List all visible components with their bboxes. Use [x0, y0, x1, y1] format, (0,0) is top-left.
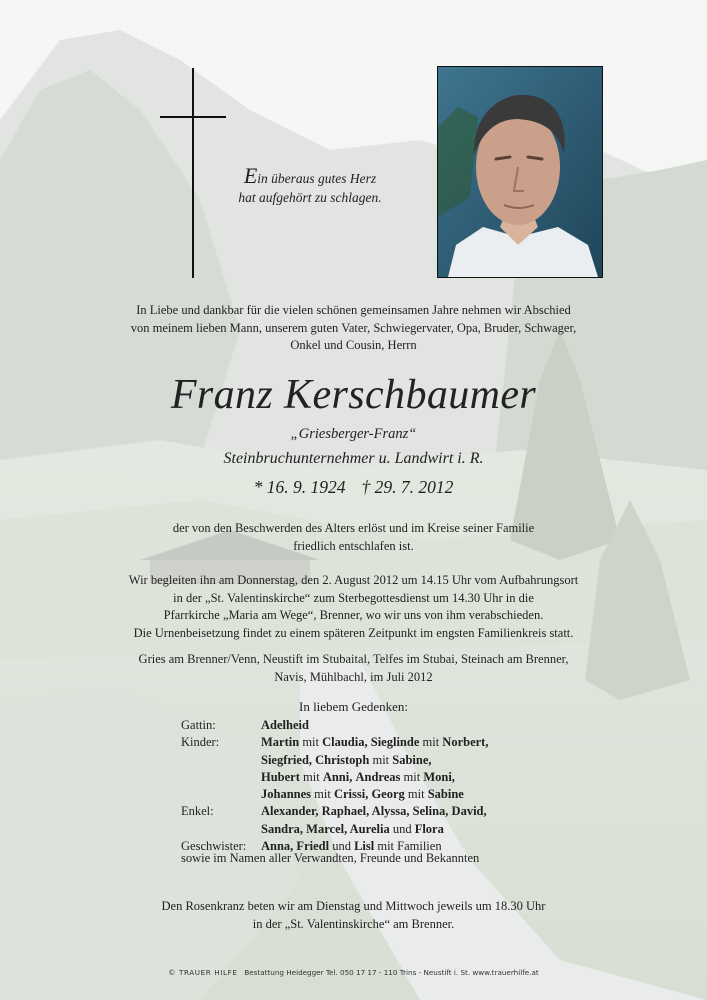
passing-line-1: der von den Beschwerden des Alters erlöst und im Kreise seiner Familie [172, 521, 535, 535]
ceremony-line-3: Pfarrkirche „Maria am Wege“, Brenner, wo wir uns von ihm verabschieden. [163, 608, 544, 622]
rosary-text [60, 897, 647, 933]
ceremony-line-4: Die Urnenbeisetzung findet zu einem späteren Zeitpunkt im engsten Familienkreis statt. [133, 625, 574, 640]
passing-text [100, 520, 607, 555]
places-line-1: Gries am Brenner/Venn, Neustift im Stubaital, Telfes im Stubai, Steinach am Brenner, [138, 652, 569, 666]
family-connector: und [332, 839, 351, 854]
footer-details: Bestattung Heidegger Tel. 050 17 17 - 110 Trins - Neustift i. St. www.trauerhilfe.at [244, 968, 539, 977]
family-name: Sabine [427, 787, 464, 802]
closing-line: sowie im Namen aller Verwandten, Freunde und Bekannten [181, 851, 480, 865]
family-name: Anna, Friedl [261, 839, 330, 854]
intro-line-2: von meinem lieben Mann, unserem guten Vater, Schwiegervater, Opa, Bruder, Schwager, [130, 320, 577, 335]
family-connector: mit [403, 769, 421, 784]
family-connector: und [392, 821, 412, 836]
family-row-grandchildren [181, 803, 611, 820]
family-name: Siegfried, Christoph [261, 752, 370, 767]
deceased-name: Franz Kerschbaumer [170, 372, 537, 418]
memory-heading: In liebem Gedenken: [298, 699, 408, 714]
rosary-line-2: in der „St. Valentinskirche“ am Brenner. [252, 917, 455, 931]
family-list [181, 717, 611, 855]
footer-brand: © TRAUER HILFE [168, 968, 238, 977]
family-label: Geschwister: [181, 839, 247, 854]
family-connector: mit Familien [377, 839, 442, 854]
ceremony-line-1: Wir begleiten ihn am Donnerstag, den 2. August 2012 um 14.15 Uhr vom Aufbahrungsort [128, 573, 579, 587]
passing-line-2: friedlich entschlafen ist. [293, 538, 414, 553]
family-name: Andreas [355, 769, 401, 784]
family-row-grandchildren [181, 821, 611, 838]
family-row-children [181, 752, 611, 769]
family-connector: mit [302, 735, 319, 750]
family-name: Moni, [423, 769, 455, 784]
rosary-line-1: Den Rosenkranz beten wir am Dienstag und Mittwoch jeweils um 18.30 Uhr [161, 899, 546, 913]
family-label: Gattin: [181, 718, 216, 732]
family-name: Lisl [354, 839, 375, 854]
motto-initial: E [243, 163, 258, 188]
family-name: Martin [261, 735, 300, 750]
intro-line-3: Onkel und Cousin, Herrn [290, 338, 417, 352]
motto-line-2: hat aufgehört zu schlagen. [238, 190, 382, 205]
family-label: Kinder: [181, 735, 220, 750]
family-row-children [181, 769, 611, 786]
motto-line-1: in überaus gutes Herz [257, 171, 377, 186]
family-name: Sabine, [392, 752, 432, 767]
deceased-occupation: Steinbruchunternehmer u. Landwirt i. R. [223, 450, 484, 467]
family-row-children [181, 734, 611, 751]
cross-icon [160, 68, 226, 278]
family-name: Johannes [261, 787, 312, 802]
places-line-2: Navis, Mühlbachl, im Juli 2012 [274, 669, 433, 684]
motto [220, 163, 400, 207]
family-name: Georg [371, 787, 405, 802]
family-name: Crissi, [333, 787, 369, 802]
intro-text [100, 302, 607, 355]
family-connector: mit [407, 787, 425, 802]
family-name: Hubert [261, 769, 300, 784]
family-name: Anni, [322, 769, 353, 784]
family-row-children [181, 786, 611, 803]
footer [40, 968, 667, 978]
places-text [60, 651, 647, 686]
family-name: Flora [414, 821, 444, 836]
family-name: Claudia, [322, 735, 368, 750]
family-row-spouse [181, 717, 611, 734]
family-name: Adelheid [261, 718, 309, 732]
family-connector: mit [422, 735, 440, 750]
family-connector: mit [303, 769, 320, 784]
death-date: † 29. 7. 2012 [361, 477, 454, 497]
family-name: Sieglinde [370, 735, 420, 750]
ceremony-text [60, 572, 647, 642]
birth-date: * 16. 9. 1924 [253, 477, 346, 497]
family-name: Alexander, Raphael, Alyssa, Selina, David, [261, 804, 487, 819]
family-name: Sandra, Marcel, Aurelia [261, 821, 390, 836]
family-connector: mit [314, 787, 331, 802]
family-connector: mit [372, 752, 390, 767]
deceased-nickname: „Griesberger-Franz“ [290, 426, 417, 442]
family-label: Enkel: [181, 804, 214, 819]
portrait-photo [437, 66, 603, 278]
life-dates [100, 475, 607, 499]
intro-line-1: In Liebe und dankbar für die vielen schönen gemeinsamen Jahre nehmen wir Abschied [136, 303, 571, 317]
family-name: Norbert, [442, 735, 489, 750]
ceremony-line-2: in der „St. Valentinskirche“ zum Sterbegottesdienst um 14.30 Uhr in die [173, 590, 534, 605]
